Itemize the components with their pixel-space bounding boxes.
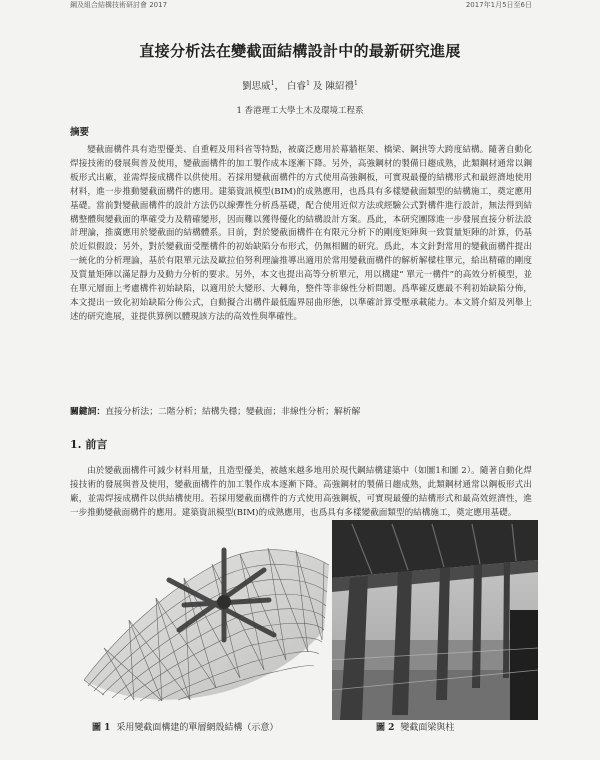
author-2: 白睿 (287, 81, 307, 92)
author-and: 及 (312, 81, 323, 92)
intro-heading: 1. 前言 (70, 438, 108, 451)
figure-1-caption-text: 采用變截面構建的單層網殼結構（示意） (116, 723, 279, 733)
author-line: 劉思威$^1$， 白睿$^1$ 及 陳紹禮$^1$ (242, 79, 358, 92)
author-1-mark: 1 (270, 79, 275, 87)
author-3-mark: 1 (353, 79, 358, 87)
figure-1-gridshell-image (74, 520, 336, 710)
header-date: 2017年1月5日至6日 (465, 1, 532, 9)
figure-2-caption (376, 720, 454, 733)
intro-body: 由於變截面構件可減少材料用量，且造型優美，被越來越多地用於現代鋼結構建築中（如圖1和圖 2）。隨著自動化焊接技術的發展與普及使用，變截面構件的加工製作成本逐漸下降。高強鋼材的製備日趨成熟，此類鋼材通常以鋼板形式出廠，並需焊接成構件以供結構使用。若採用變截面構件的方式使用高強鋼板，可實現最優的結構形式和最高效經濟性，進一步推動變截面構件的應用。建築資訊模型(BIM)的成熟應用，也爲具有多樣變截面類型的結構施工，奠定應用基礎。 (70, 466, 532, 518)
author-2-mark: 1 (306, 79, 310, 87)
figure-2-caption-text: 變截面梁與柱 (400, 723, 455, 733)
header-conference: 鋼及組合結構技術研討會 2017 (70, 1, 168, 9)
affiliation: 1 香港理工大學土木及環境工程系 (236, 106, 364, 116)
running-header (0, 0, 600, 10)
author-3: 陳紹禮 (325, 81, 354, 92)
author-1: 劉思威 (242, 81, 271, 92)
abstract-body: 變截面構件具有造型優美、自重輕及用料省等特點，被廣泛應用於幕牆框架、橋梁、鋼拱等大跨度結構。隨著自動化焊接技術的發展與普及使用，變截面構件的加工製作成本逐漸下降。另外，高強鋼材的製備日趨成熟，此類鋼材通常以鋼板形式出廠，並需焊接成構件以供使用。若採用變截面構件的方式使用高強鋼板，可實現最優的結構形式和最經濟地使用材料，進一步推動變截面構件的應用。建築資訊模型(BIM)的成熟應用，也爲具有多樣變截面類型的結構施工，奠定應用基礎。當前對變截面構件的設計方法仍以線彈性分析爲基礎，配合使用近似方法或經驗公式對構件進行設計，無法得到結構整體與變截面的準確受力及精確變形，因而難以獲得優化的結構設計方案。爲此，本研究團隊進一步發展直接分析法設計理論，推廣應用於變截面的結構體系。目前，對於變截面構件在有限元分析下的剛度矩陣與一致質量矩陣的計算，仍基於近似假設；另外，對於變截面受壓構件的初始缺陷分布形式，仍無相關的研究。爲此，本文針對常用的變截面構件提出一統化的分析理論，基於有限單元法及歐拉伯努利理論推導出適用於常用變截面構件的解析解樑柱單元，給出精確的剛度及質量矩陣以滿足靜力及動力分析的要求。另外，本文也提出高等分析單元，用以構建“ 單元一構件”的高效分析模型，並在單元層面上考慮構件初始缺陷，以適用於大變形、大轉角，整件等非線性分析問題。爲準確反應最不利初始缺陷分佈，本文提出一致化初始缺陷分佈公式，自動擬合出構件最低臨界屈曲形態，以準確計算受壓承載能力。本文將介紹及列舉上述的研究進展，並提供算例以體現該方法的高效性與準確性。 (70, 145, 532, 322)
keywords-value: 直接分析法；二階分析；結構失穩；變截面；非線性分析；解析解 (105, 407, 361, 417)
figure-1-caption (92, 720, 278, 733)
figure-2-beam-column-photo (332, 520, 538, 720)
keywords-line (70, 404, 532, 417)
paper-title: 直接分析法在變截面結構設計中的最新研究進展 (139, 42, 461, 60)
figure-2-label: 圖 2 (376, 723, 395, 733)
figure-1-label: 圖 1 (92, 723, 111, 733)
abstract-heading: 摘要 (70, 127, 90, 138)
keywords-label: 關鍵詞： (70, 407, 106, 417)
